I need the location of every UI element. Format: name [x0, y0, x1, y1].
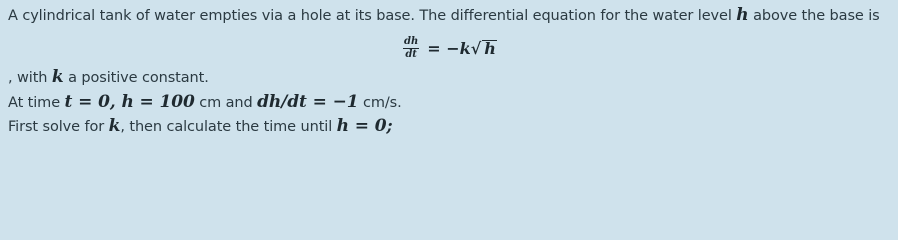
intro-tail: above the base is: [753, 8, 880, 24]
fraction-denominator: dt: [405, 49, 417, 60]
sqrt-radicand: h: [484, 39, 496, 58]
line2-suffix: a positive constant.: [68, 70, 209, 86]
initial-conditions: [8, 93, 402, 112]
differential-equation: [403, 37, 497, 60]
sqrt-symbol: √: [470, 39, 482, 58]
equation-rhs: [427, 39, 497, 58]
derivative-fraction: [403, 37, 419, 60]
condition-time-height: t = 0, h = 100: [64, 92, 195, 112]
task-instruction: [8, 117, 393, 136]
final-condition: h = 0;: [336, 116, 393, 136]
line2-prefix: , with: [8, 70, 48, 86]
line3-prefix: At time: [8, 95, 61, 111]
solve-variable: k: [108, 116, 121, 136]
line4-middle: , then calculate the time until: [120, 119, 333, 135]
constant-description: [8, 68, 209, 87]
fraction-numerator: dh: [404, 36, 419, 47]
unit-cm-per-s: cm/s.: [362, 95, 402, 111]
line4-prefix: First solve for: [8, 119, 105, 135]
intro-variable: h: [736, 5, 749, 25]
intro-text: A cylindrical tank of water empties via a hole at its base. The differential equation for the water level: [8, 8, 732, 24]
unit-cm: cm and: [199, 95, 253, 111]
condition-rate: dh/dt = −1: [257, 92, 359, 112]
rhs-prefix: = −k: [427, 39, 471, 58]
constant-variable: k: [51, 67, 64, 87]
problem-intro: [8, 6, 880, 25]
